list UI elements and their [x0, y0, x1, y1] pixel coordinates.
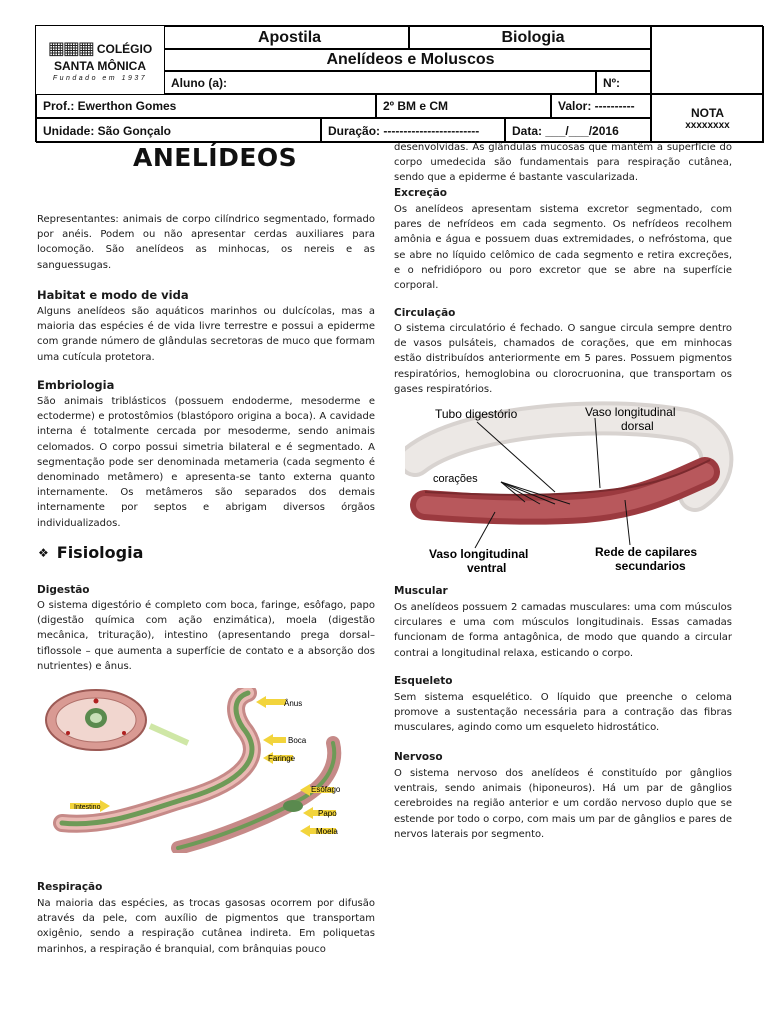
logo-founded: Fundado em 1937: [52, 75, 148, 82]
subject: Biologia: [409, 26, 651, 49]
grade-label: NOTA: [690, 106, 725, 120]
muscular-paragraph: [394, 600, 732, 661]
label-tubo-digestorio: Tubo digestório: [435, 407, 518, 421]
habitat-heading: Habitat e modo de vida: [37, 288, 189, 302]
header-table: [35, 25, 763, 142]
label-anus: Ânus: [284, 699, 303, 708]
circulacao-paragraph: [394, 321, 732, 397]
circulacao-text: O sistema circulatório é fechado. O sangue circula sempre dentro de vasos pulsáteis, chamados de corações, que em minhocas estão distribuídos anteriormente em 5 pares. Possuem pigmentos respiratórios, hemoglobina ou clorocruonina, que transportam os gases respiratórios.: [394, 323, 732, 395]
esqueleto-heading: Esqueleto: [394, 675, 453, 687]
embriologia-paragraph: [37, 394, 375, 531]
excrecao-text: Os anelídeos apresentam sistema excretor segmentado, com pares de nefrídeos em cada segmento. Os nefrídeos recolhem amônia e água e possuem duas extremidades, o nefróstoma, que se abre no líquido celômico de cada segmento e retira excreções, e o nefridióporo ou poro excretor que se abre na superfície corporal.: [394, 204, 732, 292]
muscular-heading: Muscular: [394, 585, 448, 597]
grade-value: xxxxxxxx: [685, 120, 730, 131]
class-group: 2º BM e CM: [376, 94, 551, 118]
intro-text: Representantes: animais de corpo cilíndrico segmentado, formado por anéis. Podem ou não apresentar cerdas auxiliares para locomoção. São anelídeos as minhocas, os nereis e as sanguessugas.: [37, 214, 375, 271]
blank-cell: [651, 26, 764, 94]
teacher: Prof.: Ewerthon Gomes: [36, 94, 376, 118]
number-field: Nº:: [596, 71, 651, 94]
fisiologia-heading: [38, 543, 143, 562]
digestao-heading: Digestão: [37, 584, 90, 596]
label-moela: Moela: [316, 827, 338, 836]
respiracao-cont-text: desenvolvidas. As glândulas mucosas que mantêm a superfície do corpo umedecida são fundamentais para respiração cutânea, sendo que a epiderme é bastante vascularizada.: [394, 142, 732, 184]
circulacao-heading: Circulação: [394, 307, 456, 319]
school-logo: [36, 26, 164, 94]
digestao-paragraph: [37, 598, 375, 674]
respiracao-heading: Respiração: [37, 881, 103, 893]
intro-paragraph: [37, 212, 375, 273]
logo-emblem-icon: ▦▦▦: [47, 38, 93, 58]
nervoso-heading: Nervoso: [394, 751, 443, 763]
label-boca: Boca: [288, 736, 307, 745]
duration: Duração: ------------------------: [321, 118, 505, 143]
respiracao-text: Na maioria das espécies, as trocas gasosas ocorrem por difusão através da pele, com auxílio de pigmentos que transportam oxigênio, sendo a respiração cutânea indireta. Em poliquetas marinhos, a respiração é branquial, com brânquias pouco: [37, 898, 375, 955]
label-intestino: Intestino: [74, 804, 101, 811]
embriologia-heading: Embriologia: [37, 378, 115, 392]
circulatory-system-figure: [405, 400, 740, 580]
value-field: Valor: ----------: [551, 94, 651, 118]
label-vaso-dorsal-1: Vaso longitudinal: [585, 405, 676, 419]
date: Data: ___/___/2016: [505, 118, 651, 143]
respiracao-continued: [394, 140, 732, 186]
excrecao-paragraph: [394, 202, 732, 293]
nervoso-paragraph: [394, 766, 732, 842]
label-coracoes: corações: [433, 473, 478, 485]
logo-name-line1: COLÉGIO: [96, 41, 153, 56]
grade-cell: [651, 94, 764, 143]
muscular-text: Os anelídeos possuem 2 camadas musculares: uma com músculos circulares e uma com músculos longitudinais. Essas camadas funcionam de forma antagônica, de modo que quando a circular contrai a longitudinal relaxa, esticando o corpo.: [394, 602, 732, 659]
habitat-paragraph: [37, 304, 375, 365]
label-faringe: Faringe: [268, 754, 296, 763]
doc-type: Apostila: [164, 26, 409, 49]
label-esofago: Esôfago: [311, 785, 341, 794]
embriologia-text: São animais triblásticos (possuem endoderme, mesoderme e ectoderme) e protostômios (blastóporo origina a boca). A cavidade interna é totalmente cercada por mesoderme, sendo animais celomados. O corpo possui simetria bilateral e é segmentado. A segmentação pode ser denominada metameria (cada segmento é denominado metâmero) e apresenta-se tanto externa quanto internamente. Os metâmeros são separados dos demais internamente por septos e abrigam diversos órgãos individualizados.: [37, 396, 375, 529]
respiracao-paragraph: [37, 896, 375, 957]
label-rede-capilares-1: Rede de capilares: [595, 545, 698, 559]
page-title: ANELÍDEOS: [133, 143, 298, 172]
fisiologia-label: Fisiologia: [56, 543, 144, 562]
nervoso-text: O sistema nervoso dos anelídeos é constituído por gânglios ventrais, sendo animais (hiponeuros). Há um par de gânglios cerebroides na região anterior e um cordão nervoso duplo que se estende por todo o corpo, com mais um par de gânglios e pares de nervos laterais por segmento.: [394, 768, 732, 840]
esqueleto-paragraph: [394, 690, 732, 736]
student-field: Aluno (a):: [164, 71, 596, 94]
unit: Unidade: São Gonçalo: [36, 118, 321, 143]
logo-name-line2: SANTA MÔNICA: [54, 59, 146, 73]
topic: Anelídeos e Moluscos: [164, 49, 651, 71]
excrecao-heading: Excreção: [394, 187, 447, 199]
digestao-text: O sistema digestório é completo com boca, faringe, esôfago, papo (digestão química com ação enzimática), moela (digestão mecânica, trituração), intestino (apresentando prega dorsal– tiflossole – que aumenta a superfície de contato e a absorção dos nutrientes) e ânus.: [37, 600, 375, 672]
label-rede-capilares-2: secundarios: [615, 559, 686, 573]
habitat-text: Alguns anelídeos são aquáticos marinhos ou dulcícolas, mas a maioria das espécies é de vida livre terrestre e possui a epiderme com grande número de glândulas secretoras de muco que formam uma cutícula protetora.: [37, 306, 375, 363]
label-vaso-ventral-2: ventral: [467, 561, 507, 575]
label-vaso-ventral-1: Vaso longitudinal: [429, 547, 529, 561]
diamond-bullet-icon: ❖: [38, 545, 49, 560]
label-vaso-dorsal-2: dorsal: [621, 419, 654, 433]
digestive-system-figure: [38, 688, 358, 853]
label-papo: Papo: [318, 809, 337, 818]
esqueleto-text: Sem sistema esquelético. O líquido que preenche o celoma promove a sustentação necessária para a contração das fibras musculares, agindo como um esqueleto hidrostático.: [394, 692, 732, 734]
